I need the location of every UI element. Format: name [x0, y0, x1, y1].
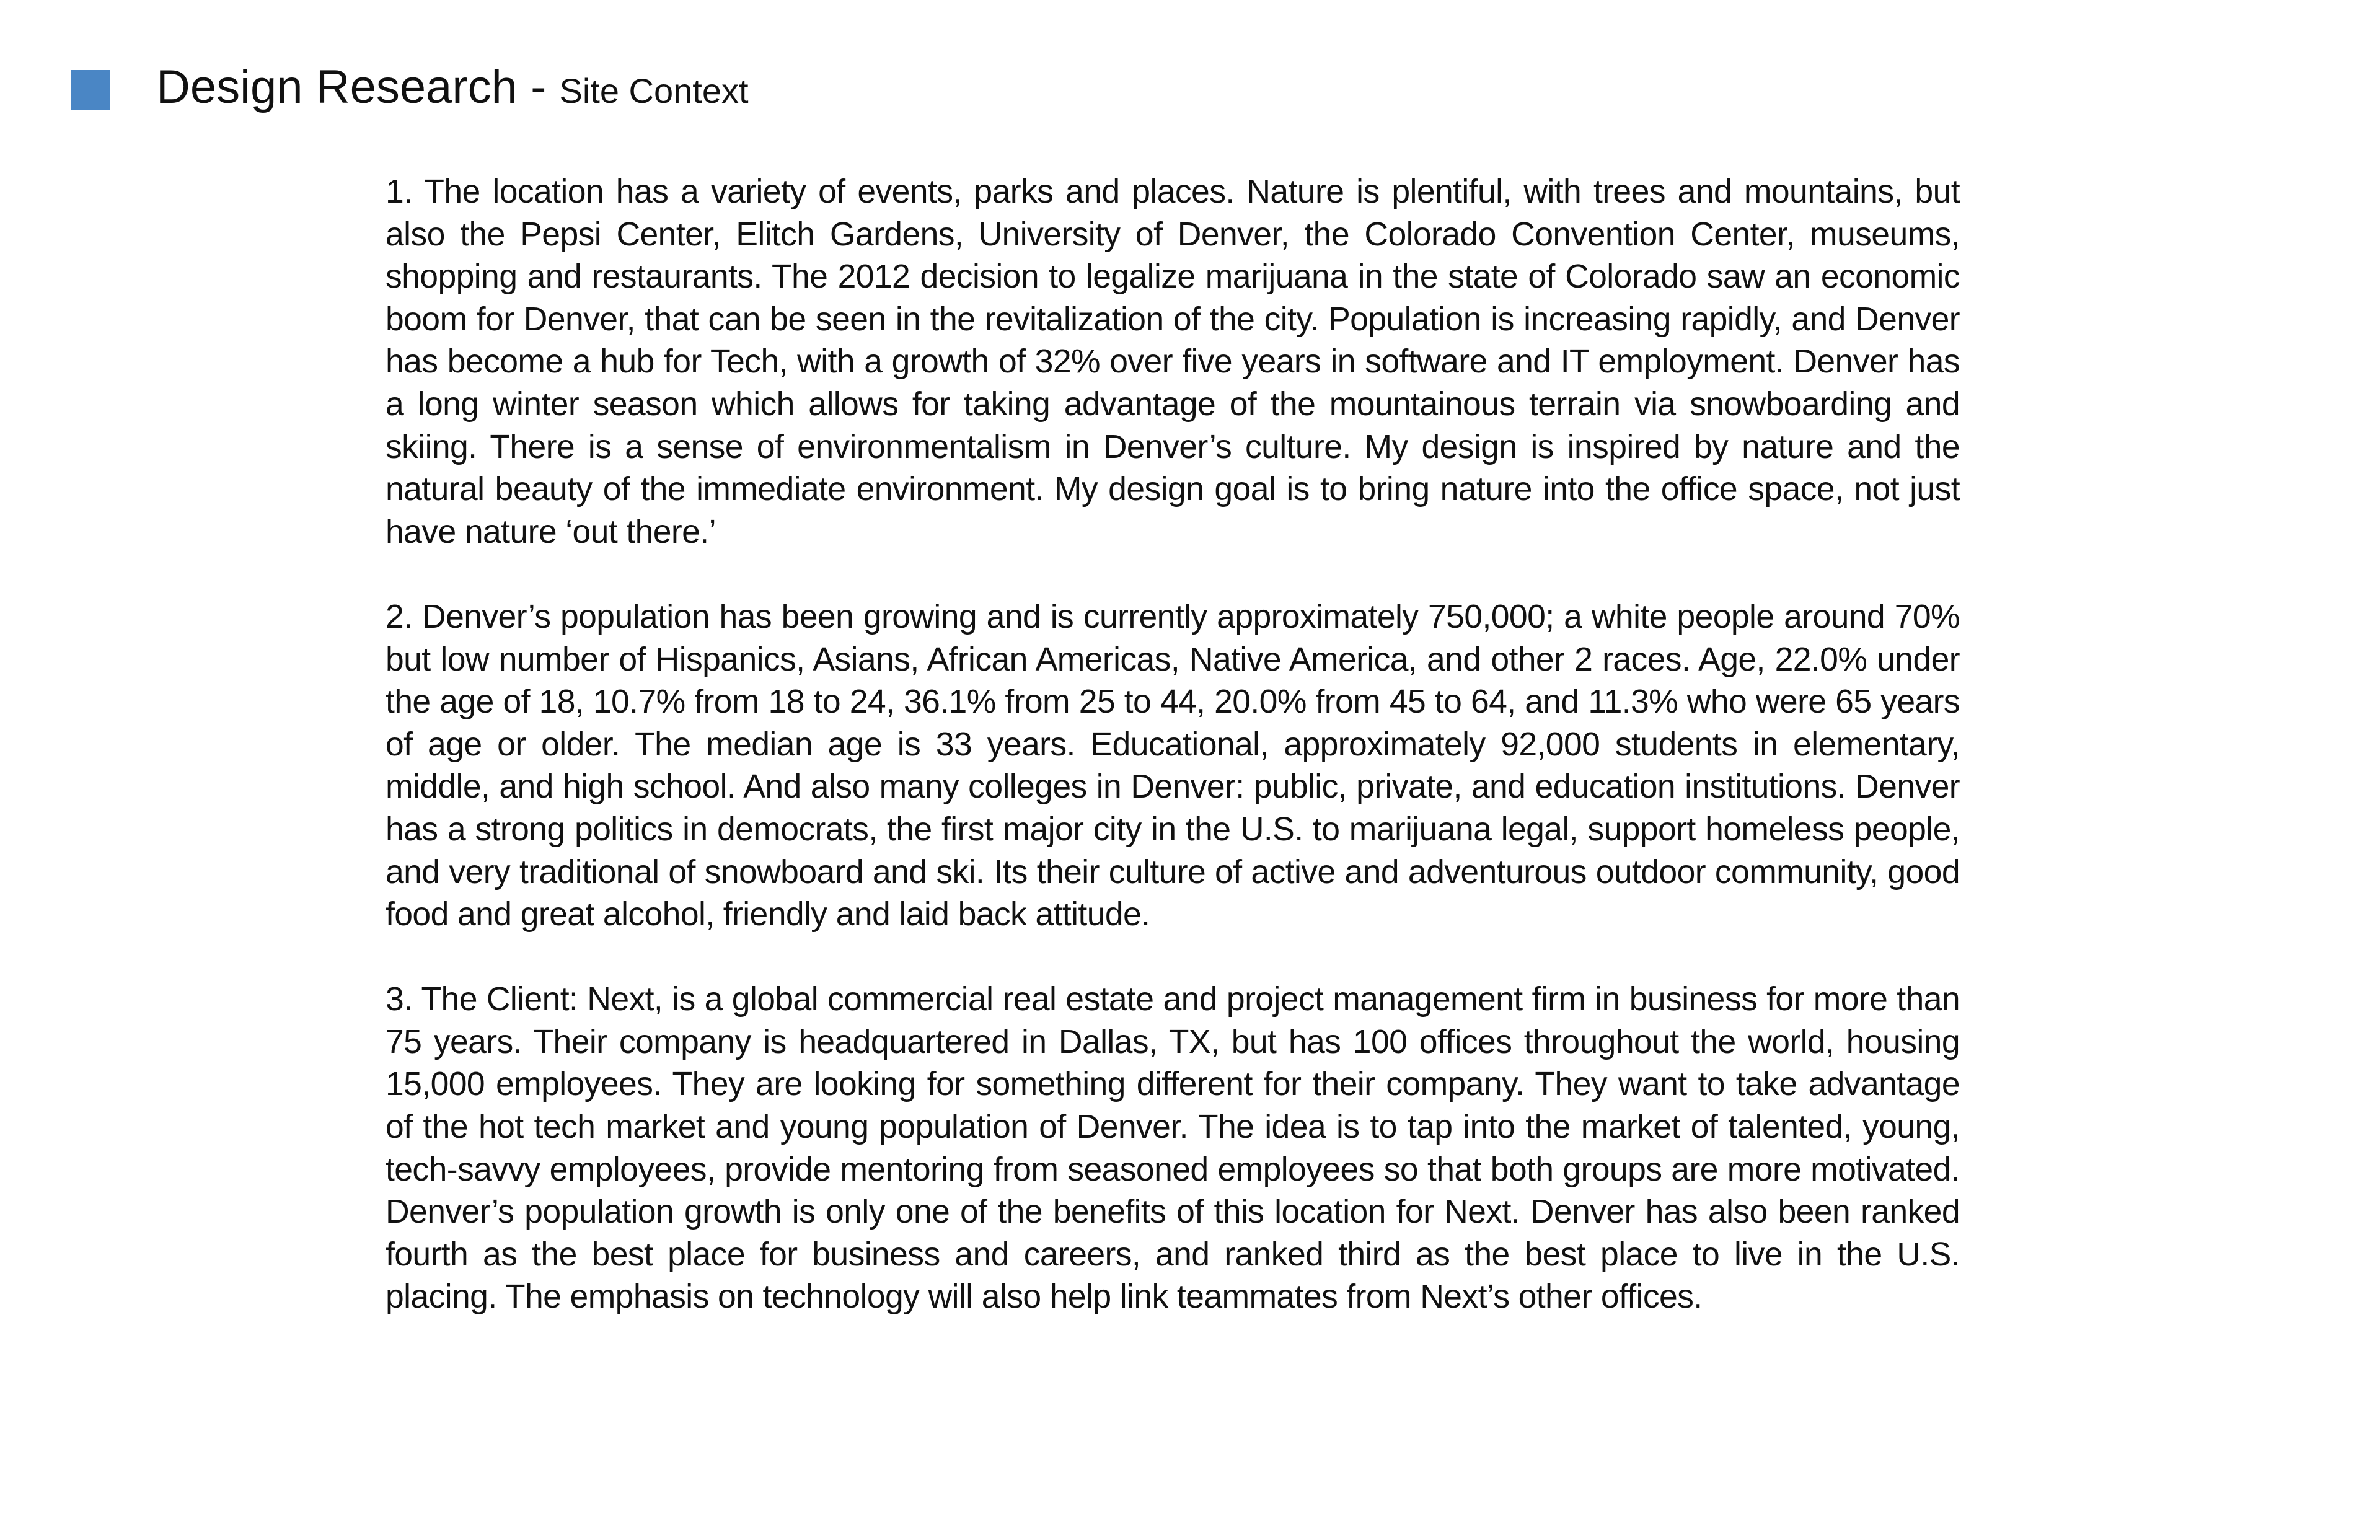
paragraph-client: 3. The Client: Next, is a global commercial real estate and project management firm in business for more than 75 years. Their company is headquartered in Dallas, TX, but has 100 offices throughout the world, housing 15,000 employees. They are looking for something different for their company. They want to take advantage of the hot tech market and young population of Denver. The idea is to tap into the market of talented, young, tech-savvy employees, provide mentoring from seasoned employees so that both groups are more motivated. Denver’s population growth is only one of the benefits of this location for Next. Denver has also been ranked fourth as the best place for business and careers, and ranked third as the best place to live in the U.S. placing. The emphasis on technology will also help link teammates from Next’s other offices. [386, 981, 1960, 1316]
square-bullet-icon [71, 70, 110, 110]
page-title [156, 61, 749, 113]
document-body [386, 171, 1960, 1362]
paragraph-site-location: 1. The location has a variety of events, parks and places. Nature is plentiful, with trees and mountains, but also the Pepsi Center, Elitch Gardens, University of Denver, the Colorado Convention Center, museums, shopping and restaurants. The 2012 decision to legalize marijuana in the state of Colorado saw an economic boom for Denver, that can be seen in the revitalization of the city. Population is increasing rapidly, and Denver has become a hub for Tech, with a growth of 32% over five years in software and IT employment. Denver has a long winter season which allows for taking advantage of the mountainous terrain via snowboarding and skiing. There is a sense of environmentalism in Denver’s culture. My design is inspired by nature and the natural beauty of the immediate environment. My design goal is to bring nature into the office space, not just have nature ‘out there.’ [386, 174, 1960, 550]
paragraph-demographics: 2. Denver’s population has been growing and is currently approximately 750,000; a white people around 70% but low number of Hispanics, Asians, African Americas, Native America, and other 2 races. Age, 22.0% under the age of 18, 10.7% from 18 to 24, 36.1% from 25 to 44, 20.0% from 45 to 64, and 11.3% who were 65 years of age or older. The median age is 33 years. Educational, approximately 92,000 students in elementary, middle, and high school. And also many colleges in Denver: public, private, and education institutions. Denver has a strong politics in democrats, the first major city in the U.S. to marijuana legal, support homeless people, and very traditional of snowboard and ski. Its their culture of active and adventurous outdoor community, good food and great alcohol, friendly and laid back attitude. [386, 598, 1960, 933]
page-header [71, 59, 749, 115]
title-text: Design Research [156, 61, 518, 113]
title-separator: - [517, 61, 560, 113]
page-subtitle: Site Context [559, 71, 749, 110]
